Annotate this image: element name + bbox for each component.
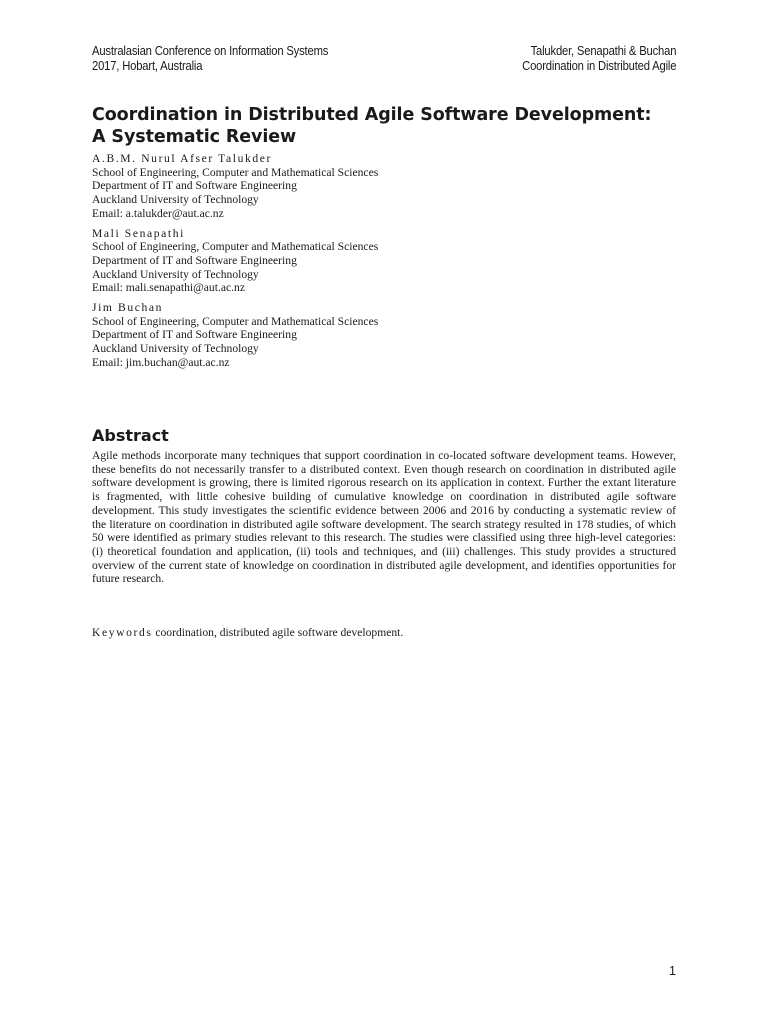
- conference-name: Australasian Conference on Information Systems: [92, 44, 329, 58]
- running-header-left: [92, 44, 328, 74]
- author-block: [92, 301, 682, 370]
- conference-year-location: 2017, Hobart, Australia: [92, 59, 203, 73]
- author-department: Department of IT and Software Engineering: [92, 328, 297, 342]
- author-department: Department of IT and Software Engineering: [92, 253, 297, 267]
- keywords-text: coordination, distributed agile software development.: [152, 626, 404, 639]
- author-name: A.B.M. Nurul Afser Talukder: [92, 152, 272, 165]
- paper-title: [92, 104, 692, 148]
- author-university: Auckland University of Technology: [92, 193, 259, 207]
- keywords-line: [92, 626, 676, 640]
- author-name: Mali Senapathi: [92, 226, 185, 240]
- abstract-heading: Abstract: [92, 426, 169, 445]
- author-school: School of Engineering, Computer and Mathematical Sciences: [92, 240, 379, 254]
- author-school: School of Engineering, Computer and Mathematical Sciences: [92, 165, 379, 179]
- author-email: Email: mali.senapathi@aut.ac.nz: [92, 281, 245, 295]
- author-university: Auckland University of Technology: [92, 267, 259, 281]
- running-authors: Talukder, Senapathi & Buchan: [530, 44, 676, 58]
- running-header-right: [522, 44, 676, 74]
- author-email: Email: a.talukder@aut.ac.nz: [92, 206, 224, 220]
- author-block: [92, 227, 682, 296]
- author-name: Jim Buchan: [92, 301, 164, 315]
- author-block: [92, 152, 682, 221]
- page-number: 1: [669, 964, 676, 978]
- keywords-label: Keywords: [92, 626, 153, 639]
- author-list: [92, 152, 682, 376]
- author-email: Email: jim.buchan@aut.ac.nz: [92, 355, 230, 369]
- paper-title-line-1: Coordination in Distributed Agile Software Development:: [92, 105, 652, 125]
- author-university: Auckland University of Technology: [92, 342, 259, 356]
- running-title: Coordination in Distributed Agile: [521, 59, 676, 73]
- author-school: School of Engineering, Computer and Mathematical Sciences: [92, 314, 379, 328]
- author-department: Department of IT and Software Engineering: [92, 179, 297, 193]
- abstract-text: Agile methods incorporate many techniques that support coordination in co-located software development teams. However, these benefits do not necessarily transfer to a distributed context. Even though research on coordination in distributed agile software development is growing, there is limited rigorous research on its application in context. Further the extant literature is fragmented, with little cohesive building of cumulative knowledge on coordination in distributed agile software development. This study investigates the scientific evidence between 2006 and 2016 by conducting a systematic review of the literature on coordination in distributed agile software development. The search strategy resulted in 178 studies, of which 50 were identified as primary studies relevant to this research. The studies were classified using three high-level categories: (i) theoretical foundation and application, (ii) tools and techniques, and (iii) challenges. This study provides a structured overview of the current state of knowledge on coordination in distributed agile development, and identifies opportunities for future research.: [92, 449, 676, 586]
- paper-title-line-2: A Systematic Review: [92, 127, 297, 147]
